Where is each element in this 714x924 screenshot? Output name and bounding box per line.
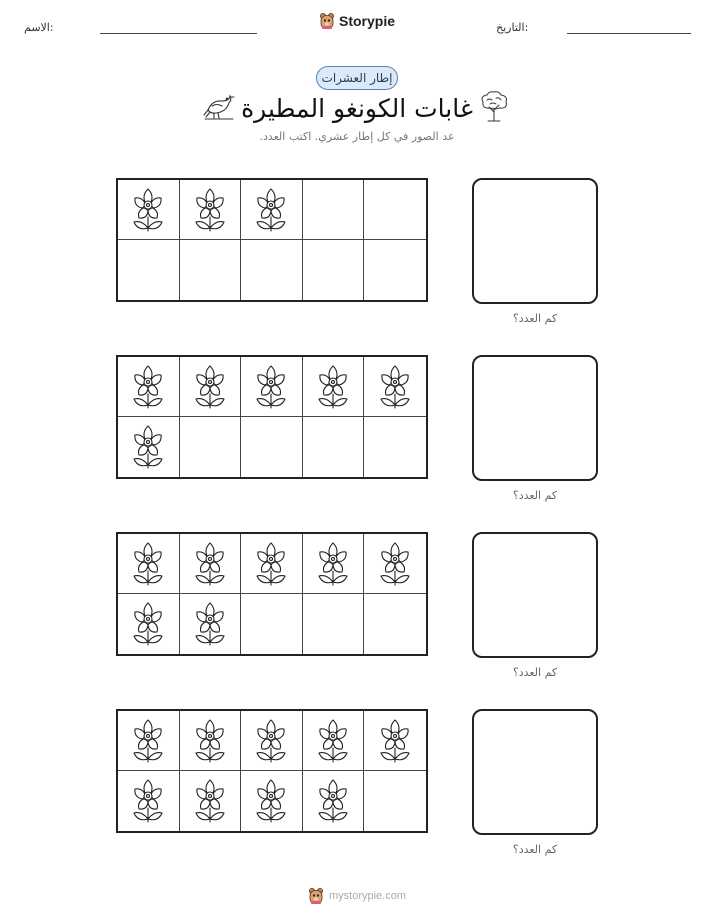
page-title: غابات الكونغو المطيرة — [241, 94, 473, 123]
ten-frame-cell — [180, 357, 242, 417]
ten-frame-cell — [241, 180, 303, 240]
ten-frame-cell — [303, 594, 365, 654]
ten-frame-cell — [180, 180, 242, 240]
ten-frame-cell — [241, 711, 303, 771]
brand-logo — [0, 12, 714, 30]
ten-frame-cell — [241, 240, 303, 300]
ten-frame-cell — [241, 771, 303, 831]
ten-frame-cell — [364, 180, 426, 240]
ten-frame-cell — [364, 357, 426, 417]
storypie-mascot-icon — [308, 887, 324, 905]
ten-frame-cell — [118, 180, 180, 240]
ten-frame-cell — [180, 240, 242, 300]
ten-frame-cell — [180, 594, 242, 654]
flower-icon — [192, 601, 228, 647]
ten-frame-cell — [180, 417, 242, 477]
ten-frame-cell — [118, 771, 180, 831]
ten-frame — [116, 532, 428, 656]
flower-icon — [253, 541, 289, 587]
flower-icon — [253, 778, 289, 824]
how-many-label: كم العدد؟ — [512, 666, 558, 679]
name-line[interactable] — [100, 33, 257, 34]
ten-frame-cell — [303, 771, 365, 831]
flower-icon — [192, 364, 228, 410]
ten-frame-cell — [364, 711, 426, 771]
how-many-label: كم العدد؟ — [512, 489, 558, 502]
date-line[interactable] — [567, 33, 691, 34]
ten-frame-cell — [180, 711, 242, 771]
flower-icon — [130, 778, 166, 824]
ten-frame-cell — [364, 594, 426, 654]
flower-icon — [192, 718, 228, 764]
flower-icon — [130, 424, 166, 470]
ten-frame — [116, 355, 428, 479]
ten-frame-cell — [180, 534, 242, 594]
flower-icon — [130, 718, 166, 764]
ten-frame-cell — [118, 357, 180, 417]
flower-icon — [315, 541, 351, 587]
date-label: التاريخ: — [496, 21, 529, 34]
flower-icon — [130, 187, 166, 233]
answer-box[interactable] — [472, 709, 598, 835]
ten-frame-cell — [303, 357, 365, 417]
answer-box[interactable] — [472, 355, 598, 481]
flower-icon — [253, 364, 289, 410]
flower-icon — [192, 541, 228, 587]
ten-frame-cell — [118, 534, 180, 594]
instructions: عد الصور في كل إطار عشري. اكتب العدد. — [259, 130, 455, 143]
ten-frame-cell — [118, 417, 180, 477]
brand-name: Storypie — [338, 13, 395, 29]
ten-frame-cell — [180, 771, 242, 831]
ten-frame-cell — [364, 771, 426, 831]
flower-icon — [377, 541, 413, 587]
tree-icon — [478, 90, 510, 128]
ten-frame-cell — [364, 240, 426, 300]
flower-icon — [315, 778, 351, 824]
ten-frame-cell — [241, 417, 303, 477]
footer — [0, 887, 714, 905]
flower-icon — [130, 364, 166, 410]
ten-frame-cell — [118, 711, 180, 771]
flower-icon — [192, 187, 228, 233]
ten-frame-cell — [241, 357, 303, 417]
ten-frame-cell — [364, 534, 426, 594]
flower-icon — [377, 718, 413, 764]
ten-frame-cell — [241, 594, 303, 654]
flower-icon — [253, 718, 289, 764]
footer-url: mystorypie.com — [328, 890, 407, 902]
ten-frame-cell — [303, 240, 365, 300]
ten-frame-cell — [118, 594, 180, 654]
how-many-label: كم العدد؟ — [512, 843, 558, 856]
flower-icon — [315, 364, 351, 410]
answer-box[interactable] — [472, 532, 598, 658]
ten-frame-cell — [303, 711, 365, 771]
flower-icon — [315, 718, 351, 764]
name-label: الاسم: — [24, 21, 54, 34]
ten-frame-cell — [118, 240, 180, 300]
ten-frame-cell — [303, 180, 365, 240]
ten-frame — [116, 709, 428, 833]
flower-icon — [253, 187, 289, 233]
ten-frame — [116, 178, 428, 302]
answer-box[interactable] — [472, 178, 598, 304]
ten-frame-cell — [241, 534, 303, 594]
flower-icon — [130, 541, 166, 587]
flower-icon — [130, 601, 166, 647]
flower-icon — [377, 364, 413, 410]
ten-frame-cell — [303, 534, 365, 594]
storypie-mascot-icon — [319, 12, 335, 30]
ten-frame-cell — [303, 417, 365, 477]
bird-icon — [202, 92, 236, 126]
how-many-label: كم العدد؟ — [512, 312, 558, 325]
worksheet-type-badge: إطار العشرات — [316, 66, 398, 90]
flower-icon — [192, 778, 228, 824]
ten-frame-cell — [364, 417, 426, 477]
